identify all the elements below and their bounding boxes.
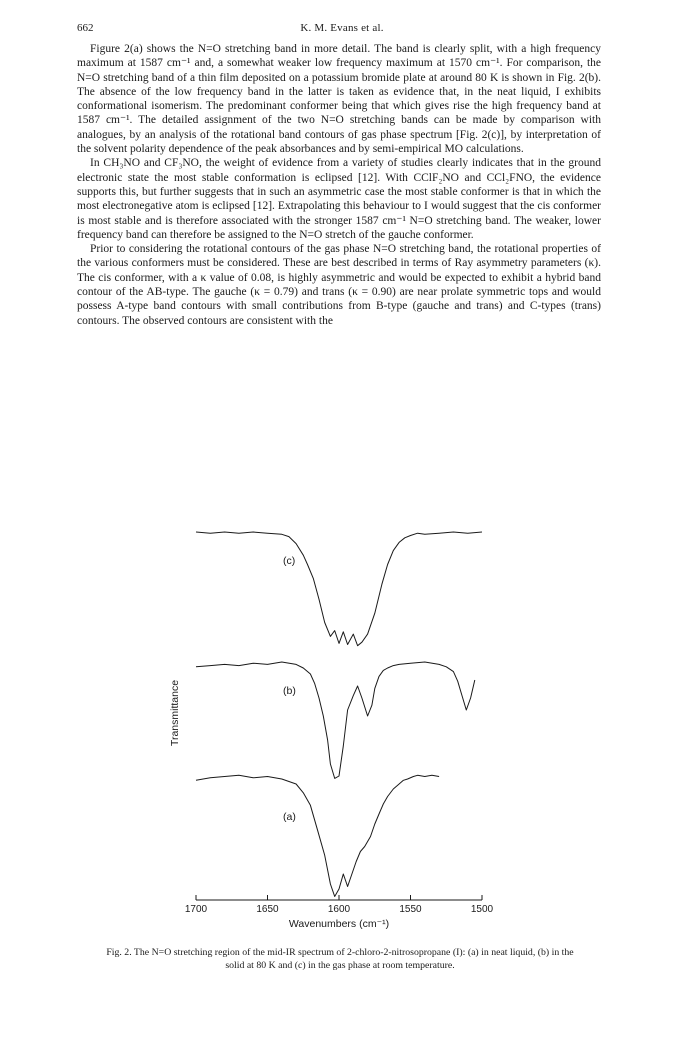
figure-caption: Fig. 2. The N=O stretching region of the mid-IR spectrum of 2-chloro-2-nitrosopropane (I): (a) in neat liquid, (b) in the solid at 80 K and (c) in the gas phase at room temperature.: [106, 947, 574, 971]
y-axis-label: Transmittance: [169, 679, 181, 747]
x-axis-label: Wavenumbers (cm⁻¹): [288, 918, 390, 930]
x-tick-label: 1550: [399, 904, 422, 915]
x-axis: [185, 895, 494, 915]
spectrum-line-b: [196, 662, 475, 778]
figure-2: [0, 512, 679, 932]
x-tick-label: 1600: [327, 904, 351, 915]
paragraph: Figure 2(a) shows the N=O stretching band in more detail. The band is clearly split, with a high frequency maximum at 1587 cm⁻¹ and, a somewhat weaker low frequency maximum at 1570 cm⁻¹. For comparison, the N=O stretching band of a thin film deposited on a potassium bromide plate at around 80 K is shown in Fig. 2(b). The absence of the low frequency band in the latter is taken as evidence that, in the neat liquid, I exhibits conformational isomerism. The predominant conformer being that which gives rise the high frequency band at 1587 cm⁻¹. The detailed assignment of the two N=O stretching bands can be made by comparison with analogues, by an analysis of the rotational band contours of gas phase spectrum [Fig. 2(c)], by interpretation of the solvent polarity dependence of the peak absorbances and by semi-empirical MO calculations.: [77, 43, 601, 156]
page-header: [77, 22, 607, 40]
page-number: 662: [77, 22, 94, 34]
paragraph: In CH₃NO and CF₃NO, the weight of evidence from a variety of studies clearly indicates that in the ground electronic state the most stable conformation is eclipsed [12]. With CClF₂NO and CCl₂FNO, the evidence supports this, but further suggests that in such an asymmetric case the most stable conformer is that in which the most electronegative atom is eclipsed [12]. Extrapolating this behaviour to I would suggest that the cis conformer is most stable and is therefore associated with the stronger 1587 cm⁻¹ N=O stretching band. The weaker, lower frequency band can therefore be assigned to the N=O stretch of the gauche conformer.: [77, 157, 601, 241]
panel-label: (a): [283, 811, 296, 823]
spectrum-line-c: [196, 532, 482, 646]
body-text: [77, 42, 601, 328]
x-tick-label: 1500: [470, 904, 494, 915]
spectra: [196, 532, 482, 897]
running-head: K. M. Evans et al.: [300, 22, 384, 34]
x-tick-label: 1700: [184, 904, 208, 915]
spectrum-line-a: [196, 775, 439, 896]
x-tick-label: 1650: [256, 904, 279, 915]
ir-spectrum-chart: [0, 512, 679, 932]
paragraph: Prior to considering the rotational contours of the gas phase N=O stretching band, the rotational properties of the various conformers must be considered. These are best described in terms of Ray asymmetry parameters (κ). The cis conformer, with a κ value of 0.08, is highly asymmetric and would be expected to exhibit a hybrid band contour of the AB-type. The gauche (κ = 0.79) and trans (κ = 0.90) are near prolate symmetric tops and would possess A-type band contours with small contributions from B-type (gauche and trans) and C-types (trans) contours. The observed contours are consistent with the: [77, 243, 601, 327]
panel-label: (b): [283, 685, 296, 697]
panel-label: (c): [283, 555, 296, 567]
